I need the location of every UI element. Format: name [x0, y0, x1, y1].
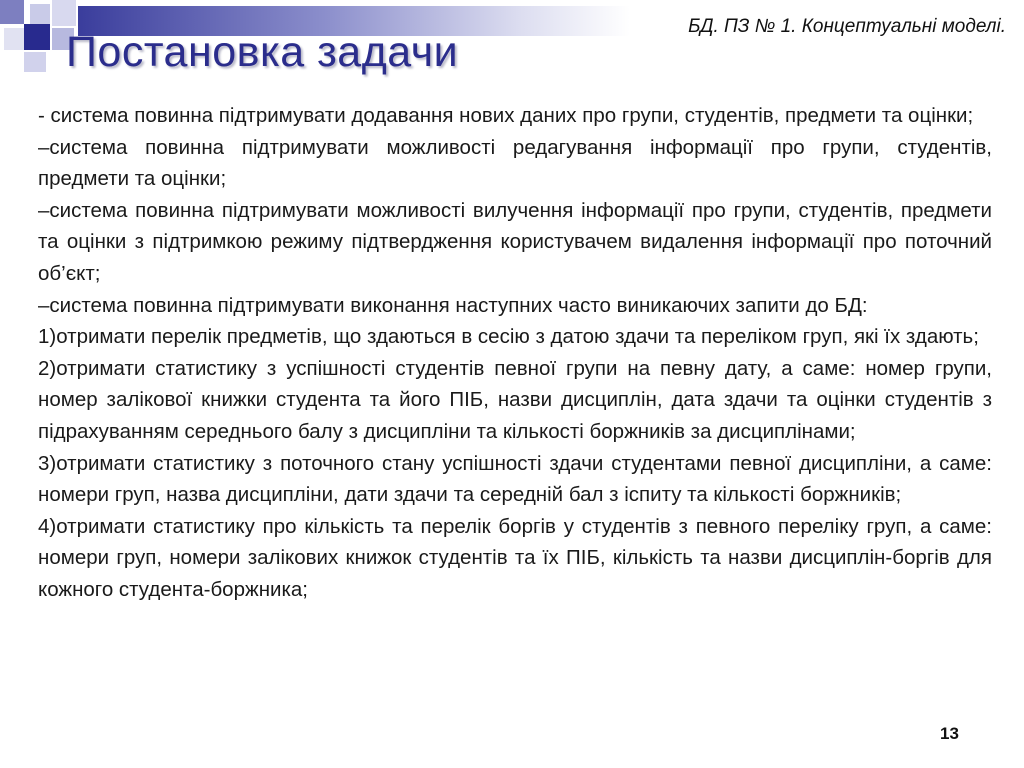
decorative-square	[52, 0, 76, 26]
content-paragraph: 3)отримати статистику з поточного стану успішності здачи студентами певної дисципліни, а саме: номери груп, назва дисципліни, дати здачи та середній бал з іспиту та кількості боржників;	[38, 451, 992, 507]
content-paragraph: –система повинна підтримувати виконання наступних часто виникаючих запити до БД:	[38, 293, 868, 317]
slide-subtitle: БД. ПЗ № 1. Концептуальні моделі.	[688, 16, 1006, 37]
content-paragraph: 4)отримати статистику про кількість та перелік боргів у студентів з певного переліку груп, а саме: номери груп, номери залікових книжок студентів та їх ПІБ, кількість та назви дисциплін-боргів для кожного студента-боржника;	[38, 514, 992, 601]
page-title: Постановка задачи	[66, 28, 459, 76]
content-paragraph: –система повинна підтримувати можливості вилучення інформації про групи, студентів, предмети та оцінки з підтримкою режиму підтвердження користувачем видалення інформації про поточний об’єкт;	[38, 198, 992, 285]
content-paragraph: - система повинна підтримувати додавання нових даних про групи, студентів, предмети та оцінки;	[38, 104, 974, 127]
page-number: 13	[940, 724, 959, 743]
content-paragraph: –система повинна підтримувати можливості редагування інформації про групи, студентів, предмети та оцінки;	[38, 135, 992, 191]
decorative-square	[0, 0, 24, 24]
decorative-square	[24, 24, 50, 50]
content-paragraph: 2)отримати статистику з успішності студентів певної групи на певну дату, а саме: номер групи, номер залікової книжки студента та його ПІБ, назви дисциплін, дата здачи та оцінки студентів з підрахуванням середнього балу з дисципліни та кількості боржників за дисциплінами;	[38, 356, 992, 443]
decorative-square	[30, 4, 50, 24]
content-paragraph: 1)отримати перелік предметів, що здаються в сесію з датою здачи та переліком груп, які їх здають;	[38, 325, 979, 349]
decorative-square	[4, 28, 24, 50]
slide-content	[38, 100, 992, 606]
decorative-square	[24, 52, 46, 72]
